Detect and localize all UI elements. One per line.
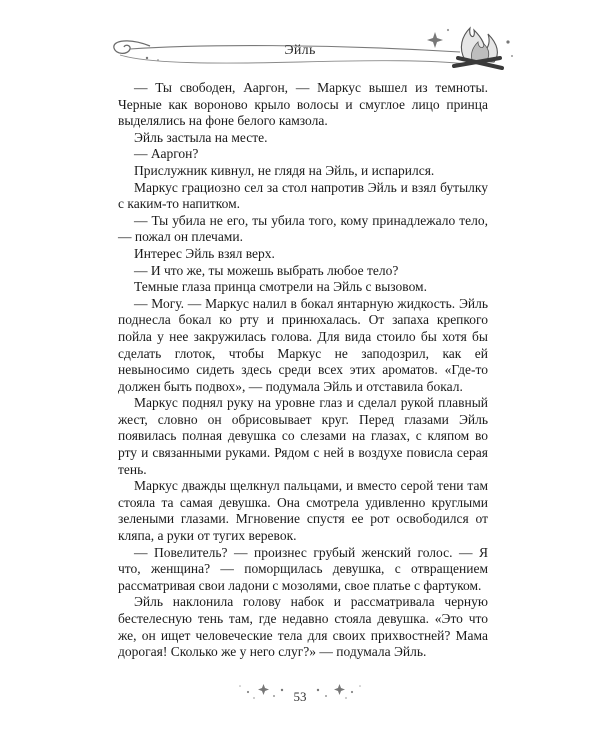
- paragraph: — Ааргон?: [134, 146, 199, 162]
- paragraph: Эйль наклонила голову набок и рассматривала черную бестелесную тень там, где недавно стояла девушка. «Это что же, он ищет человеческие тела для своих прихвостней? Мама дорогая! Сколько же у него слуг?» — подумала Эйль.: [118, 594, 488, 660]
- paragraph: — Могу. — Маркус налил в бокал янтарную жидкость. Эйль поднесла бокал ко рту и принюхалась. От запаха крепкого пойла у нее закружилась голова. Для вида стоило бы хотя бы сделать глоток, чтобы Маркус не заподозрил, как ей невыносимо сидеть здесь среди всех этих ароматов. «Где-то должен быть подвох», — подумала Эйль и отставила бокал.: [118, 295, 488, 394]
- running-title: Эйль: [284, 43, 316, 58]
- page-number: 53: [293, 689, 307, 704]
- paragraph: Эйль застыла на месте.: [134, 129, 268, 145]
- body-text: [118, 80, 488, 661]
- paragraph: Прислужник кивнул, не глядя на Эйль, и испарился.: [134, 162, 435, 178]
- paragraph: — Ты убила не его, ты убила того, кому принадлежало тело, — пожал он плечами.: [118, 212, 488, 245]
- paragraph: Темные глаза принца смотрели на Эйль с вызовом.: [134, 279, 427, 295]
- paragraph: — Повелитель? — произнес грубый женский голос. — Я что, женщина? — поморщилась девушка, с отвращением рассматривая свои ладони с мозолями, свое платье с фартуком.: [118, 544, 488, 593]
- paragraph: Интерес Эйль взял верх.: [134, 245, 275, 261]
- paragraph: Маркус грациозно сел за стол напротив Эйль и взял бутылку с каким-то напитком.: [118, 179, 488, 212]
- paragraph: Маркус поднял руку на уровне глаз и сделал рукой плавный жест, словно он обрисовывает круг. Перед глазами Эйль появилась полная девушка со слезами на глазах, с кляпом во рту и связанными руками. Рядом с ней в воздухе повисла серая тень.: [118, 395, 488, 477]
- paragraph: Маркус дважды щелкнул пальцами, и вместо серой тени там стояла та самая девушка. Она смотрела удивленно круглыми зелеными глазами. Мгновение спустя ее рот освободился от кляпа, а руки от тугих веревок.: [118, 478, 488, 544]
- page-header: [0, 0, 600, 90]
- paragraph: — Ты свободен, Ааргон, — Маркус вышел из темноты. Черные как вороново крыло волосы и смуглое лицо принца выделялись на фоне белого камзола.: [118, 80, 488, 129]
- paragraph: — И что же, ты можешь выбрать любое тело?: [134, 262, 399, 278]
